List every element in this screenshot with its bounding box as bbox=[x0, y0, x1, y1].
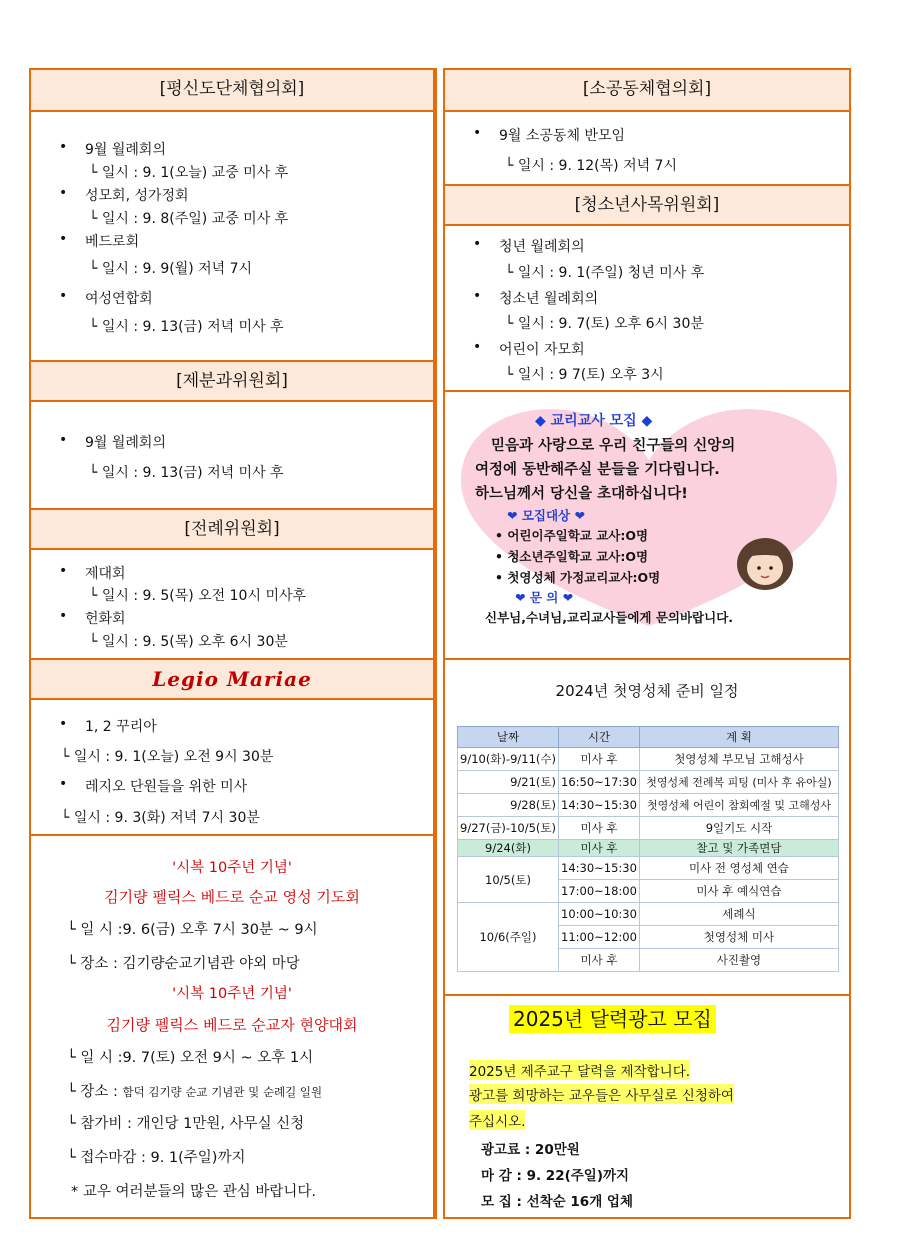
event-tag: '시복 10주년 기념' bbox=[172, 986, 292, 1002]
table-row bbox=[458, 771, 839, 794]
list-item: • 여성연합회 bbox=[85, 288, 153, 308]
right-column bbox=[443, 68, 851, 1219]
ad-line: 주십시오. bbox=[469, 1110, 525, 1130]
recruit-line: 여정에 동반해주실 분들을 기다립니다. bbox=[475, 462, 720, 478]
list-item-detail: └ 일시 : 9. 12(목) 저녁 7시 bbox=[505, 158, 677, 174]
table-cell: 10:00~10:30 bbox=[559, 903, 640, 926]
list-item: • 베드로회 bbox=[85, 231, 139, 251]
list-item: • 1, 2 꾸리아 bbox=[85, 716, 157, 736]
table-cell: 미사 후 bbox=[559, 949, 640, 972]
recruit-target: • 어린이주일학교 교사:O명 bbox=[495, 528, 649, 543]
table-cell: 9/27(금)-10/5(토) bbox=[458, 817, 559, 840]
recruit-line: 믿음과 사랑으로 우리 친구들의 신앙의 bbox=[491, 438, 736, 454]
table-cell: 첫영성체 전례복 피팅 (미사 후 유아실) bbox=[639, 771, 838, 794]
list-item: • 청소년 월례회의 bbox=[499, 288, 598, 308]
recruit-target: • 청소년주일학교 교사:O명 bbox=[495, 549, 649, 564]
table-row bbox=[458, 748, 839, 771]
ad-fee: 광고료 : 20만원 bbox=[481, 1142, 580, 1158]
divider bbox=[445, 658, 849, 660]
table-row bbox=[458, 857, 839, 880]
jebun-title: [제분과위원회] bbox=[31, 360, 433, 402]
divider bbox=[445, 994, 849, 996]
list-item: • 레지오 단원들을 위한 미사 bbox=[85, 776, 247, 796]
column-gutter bbox=[435, 68, 443, 1219]
divider bbox=[31, 834, 433, 836]
table-cell: 미사 후 bbox=[559, 817, 640, 840]
list-item-detail: └ 일시 : 9. 5(목) 오전 10시 미사후 bbox=[89, 588, 307, 604]
legio-mariae-title: Legio Mariae bbox=[31, 658, 433, 700]
calendar-ad-title: 2025년 달력광고 모집 bbox=[509, 1005, 716, 1033]
table-cell: 미사 전 영성체 연습 bbox=[639, 857, 838, 880]
table-cell: 미사 후 예식연습 bbox=[639, 880, 838, 903]
recruit-heading: ◆ 교리교사 모집 ◆ bbox=[535, 413, 653, 429]
table-cell: 세례식 bbox=[639, 903, 838, 926]
girl-face-icon bbox=[735, 536, 795, 592]
ad-recruit: 모 집 : 선착순 16개 업체 bbox=[481, 1194, 634, 1210]
event-place-label: └ 장소 : bbox=[67, 1084, 118, 1100]
jeonrye-title: [전례위원회] bbox=[31, 508, 433, 550]
event-place: └ 장소 : 김기량순교기념관 야외 마당 bbox=[67, 956, 300, 972]
table-row bbox=[458, 817, 839, 840]
table-cell: 9/24(화) bbox=[458, 840, 559, 857]
event-title: 김기량 펠릭스 베드로 순교자 현양대회 bbox=[106, 1016, 358, 1034]
schedule-title: 2024년 첫영성체 준비 일정 bbox=[555, 682, 739, 700]
list-item-detail: └ 일시 : 9. 1(오늘) 오전 9시 30분 bbox=[61, 749, 274, 765]
table-cell: 16:50~17:30 bbox=[559, 771, 640, 794]
list-item: • 9월 월례회의 bbox=[85, 432, 166, 452]
event-tag: '시복 10주년 기념' bbox=[172, 860, 292, 876]
list-item-detail: └ 일시 : 9. 9(월) 저녁 7시 bbox=[89, 261, 253, 277]
table-row-highlighted bbox=[458, 840, 839, 857]
column-header: 시간 bbox=[559, 727, 640, 748]
table-cell: 첫영성체 미사 bbox=[639, 926, 838, 949]
list-item: • 청년 월례회의 bbox=[499, 236, 585, 256]
table-cell: 17:00~18:00 bbox=[559, 880, 640, 903]
list-item-detail: └ 일시 : 9. 1(주일) 청년 미사 후 bbox=[505, 265, 705, 281]
table-cell: 10/5(토) bbox=[458, 857, 559, 903]
list-item-detail: └ 일시 : 9. 3(화) 저녁 7시 30분 bbox=[61, 810, 260, 826]
event-place-value: 함덕 김기량 순교 기념관 및 순례길 일원 bbox=[122, 1085, 323, 1099]
list-item-detail: └ 일시 : 9. 5(목) 오후 6시 30분 bbox=[89, 634, 288, 650]
list-item-detail: └ 일시 : 9. 13(금) 저녁 미사 후 bbox=[89, 319, 284, 335]
list-item: • 성모회, 성가정회 bbox=[85, 185, 189, 205]
table-cell: 9/28(토) bbox=[458, 794, 559, 817]
catechist-recruitment bbox=[455, 398, 843, 630]
table-row bbox=[458, 794, 839, 817]
left-column bbox=[29, 68, 435, 1219]
contact-heading: ❤ 문 의 ❤ bbox=[515, 590, 574, 605]
list-item-detail: └ 일시 : 9. 1(오늘) 교중 미사 후 bbox=[89, 165, 289, 181]
table-cell: 찰고 및 가족면담 bbox=[639, 840, 838, 857]
list-item: • 헌화회 bbox=[85, 608, 126, 628]
event-title: 김기량 펠릭스 베드로 순교 영성 기도회 bbox=[104, 888, 360, 906]
table-cell: 10/6(주일) bbox=[458, 903, 559, 972]
column-header: 계 획 bbox=[639, 727, 838, 748]
target-heading: ❤ 모집대상 ❤ bbox=[507, 508, 585, 523]
table-header-row bbox=[458, 727, 839, 748]
list-item-detail: └ 일시 : 9 7(토) 오후 3시 bbox=[505, 367, 664, 383]
table-cell: 첫영성체 부모님 고해성사 bbox=[639, 748, 838, 771]
list-item: • 9월 소공동체 반모임 bbox=[499, 125, 625, 145]
list-item-detail: └ 일시 : 9. 8(주일) 교중 미사 후 bbox=[89, 211, 289, 227]
ad-line: 광고를 희망하는 교우들은 사무실로 신청하여 bbox=[469, 1084, 734, 1104]
table-cell: 사진촬영 bbox=[639, 949, 838, 972]
recruit-target: • 첫영성체 가정교리교사:O명 bbox=[495, 570, 661, 585]
event-fee: └ 참가비 : 개인당 1만원, 사무실 신청 bbox=[67, 1116, 305, 1132]
table-cell: 미사 후 bbox=[559, 748, 640, 771]
sogongdong-title: [소공동체협의회] bbox=[445, 70, 849, 112]
table-row bbox=[458, 903, 839, 926]
list-item-detail: └ 일시 : 9. 7(토) 오후 6시 30분 bbox=[505, 316, 704, 332]
first-communion-schedule-table bbox=[457, 726, 839, 972]
table-cell: 첫영성체 어린이 참회예절 및 고해성사 bbox=[639, 794, 838, 817]
event-place bbox=[67, 1080, 322, 1101]
list-item: • 제대회 bbox=[85, 563, 126, 583]
pyeongsin-title: [평신도단체협의회] bbox=[31, 70, 433, 112]
list-item-detail: └ 일시 : 9. 13(금) 저녁 미사 후 bbox=[89, 465, 284, 481]
list-item: • 9월 월례회의 bbox=[85, 139, 166, 159]
event-time: └ 일 시 :9. 6(금) 오후 7시 30분 ~ 9시 bbox=[67, 922, 318, 938]
event-time: └ 일 시 :9. 7(토) 오전 9시 ~ 오후 1시 bbox=[67, 1050, 314, 1066]
event-note: * 교우 여러분들의 많은 관심 바랍니다. bbox=[71, 1184, 317, 1200]
table-cell: 11:00~12:00 bbox=[559, 926, 640, 949]
column-header: 날짜 bbox=[458, 727, 559, 748]
event-deadline: └ 접수마감 : 9. 1(주일)까지 bbox=[67, 1150, 246, 1166]
table-cell: 14:30~15:30 bbox=[559, 857, 640, 880]
recruit-contact: 신부님,수녀님,교리교사들에게 문의바랍니다. bbox=[485, 610, 734, 625]
list-item: • 어린이 자모회 bbox=[499, 339, 585, 359]
ad-line: 2025년 제주교구 달력을 제작합니다. bbox=[469, 1060, 690, 1080]
table-cell: 9/10(화)-9/11(수) bbox=[458, 748, 559, 771]
table-cell: 9/21(토) bbox=[458, 771, 559, 794]
youth-title: [청소년사목위원회] bbox=[445, 184, 849, 226]
table-cell: 9일기도 시작 bbox=[639, 817, 838, 840]
table-cell: 미사 후 bbox=[559, 840, 640, 857]
recruit-line: 하느님께서 당신을 초대하십니다! bbox=[475, 486, 688, 502]
ad-deadline: 마 감 : 9. 22(주일)까지 bbox=[481, 1168, 630, 1184]
divider bbox=[445, 390, 849, 392]
table-cell: 14:30~15:30 bbox=[559, 794, 640, 817]
